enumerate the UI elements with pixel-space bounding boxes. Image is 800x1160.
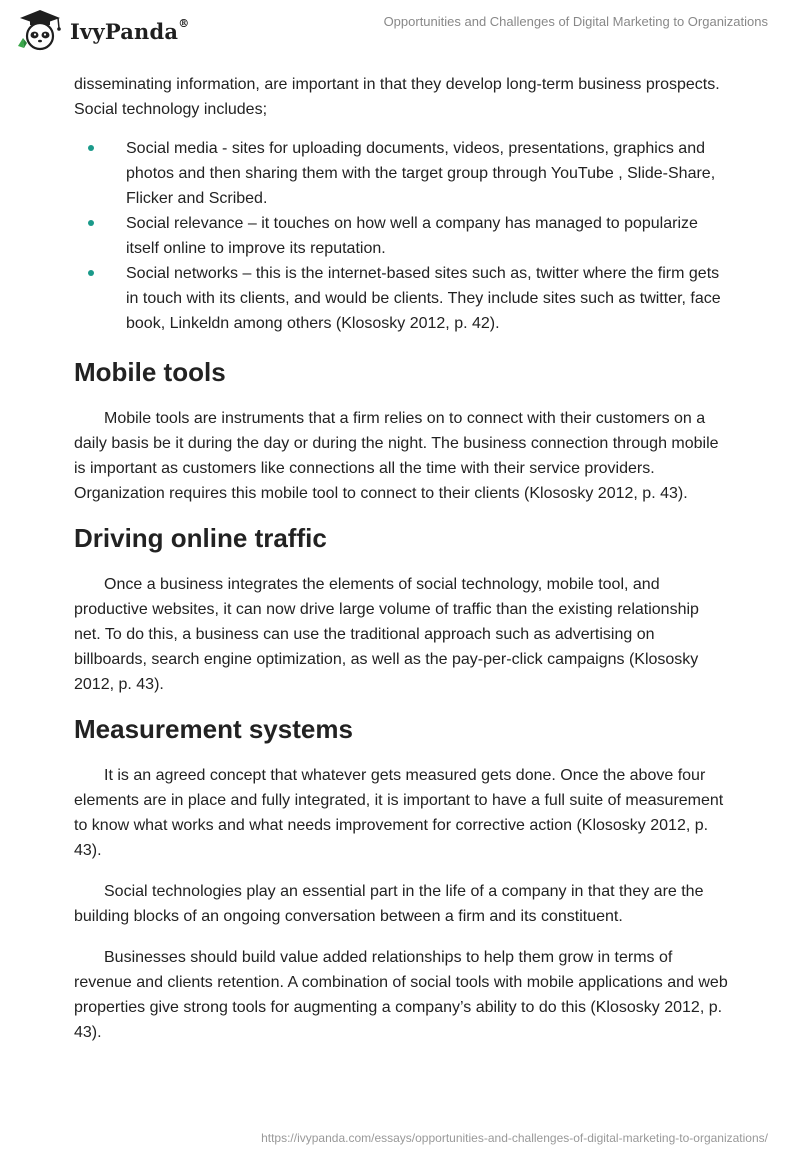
ivypanda-logo[interactable] — [14, 8, 189, 52]
article-body — [74, 70, 730, 1061]
source-url[interactable]: https://ivypanda.com/essays/opportunities-and-challenges-of-digital-marketing-to-organizations/ — [261, 1131, 768, 1145]
brand-name: IvyPanda® — [70, 16, 190, 44]
list-item: Social relevance – it touches on how well a company has managed to popularize itself online to improve its reputation. — [74, 211, 730, 261]
intro-paragraph: disseminating information, are important in that they develop long-term business prospects. Social technology includes; — [74, 76, 720, 118]
list-item: Social media - sites for uploading documents, videos, presentations, graphics and photos and then sharing them with the target group through YouTube , Slide-Share, Flicker and Scribed. — [74, 136, 730, 211]
paragraph: Businesses should build value added relationships to help them grow in terms of revenue and clients retention. A combination of social tools with mobile applications and web properties give strong tools for augmenting a company’s ability to do this (Klososky 2012, p. 43). — [74, 949, 728, 1041]
heading-mobile-tools: Mobile tools — [74, 357, 226, 387]
heading-driving-online-traffic: Driving online traffic — [74, 523, 327, 553]
page-header — [0, 0, 800, 60]
list-item: Social networks – this is the internet-based sites such as, twitter where the firm gets in touch with its clients, and would be clients. They include sites such as twitter, face book, Linkeldn among others (Klososky 2012, p. 42). — [74, 261, 730, 336]
document-title: Opportunities and Challenges of Digital Marketing to Organizations — [383, 14, 768, 29]
paragraph: Mobile tools are instruments that a firm relies on to connect with their customers on a daily basis be it during the day or during the night. The business connection through mobile is important as customers like connections all the time with their service providers. Organization requires this mobile tool to connect to their clients (Klososky 2012, p. 43). — [74, 410, 719, 502]
bullet-icon — [88, 270, 94, 276]
paragraph: Once a business integrates the elements of social technology, mobile tool, and productive websites, it can now drive large volume of traffic than the existing relationship net. To do this, a business can use the traditional approach such as advertising on billboards, search engine optimization, as well as the pay-per-click campaigns (Klososky 2012, p. 43). — [74, 576, 699, 693]
social-technology-list — [74, 136, 730, 336]
panda-graduate-icon — [14, 8, 66, 52]
paragraph: It is an agreed concept that whatever gets measured gets done. Once the above four elements are in place and fully integrated, it is important to have a full suite of measurement to know what works and what needs improvement for corrective action (Klososky 2012, p. 43). — [74, 767, 724, 859]
bullet-icon — [88, 145, 94, 151]
bullet-icon — [88, 220, 94, 226]
heading-measurement-systems: Measurement systems — [74, 714, 353, 744]
paragraph: Social technologies play an essential part in the life of a company in that they are the building blocks of an ongoing conversation between a firm and its constituent. — [74, 883, 704, 925]
